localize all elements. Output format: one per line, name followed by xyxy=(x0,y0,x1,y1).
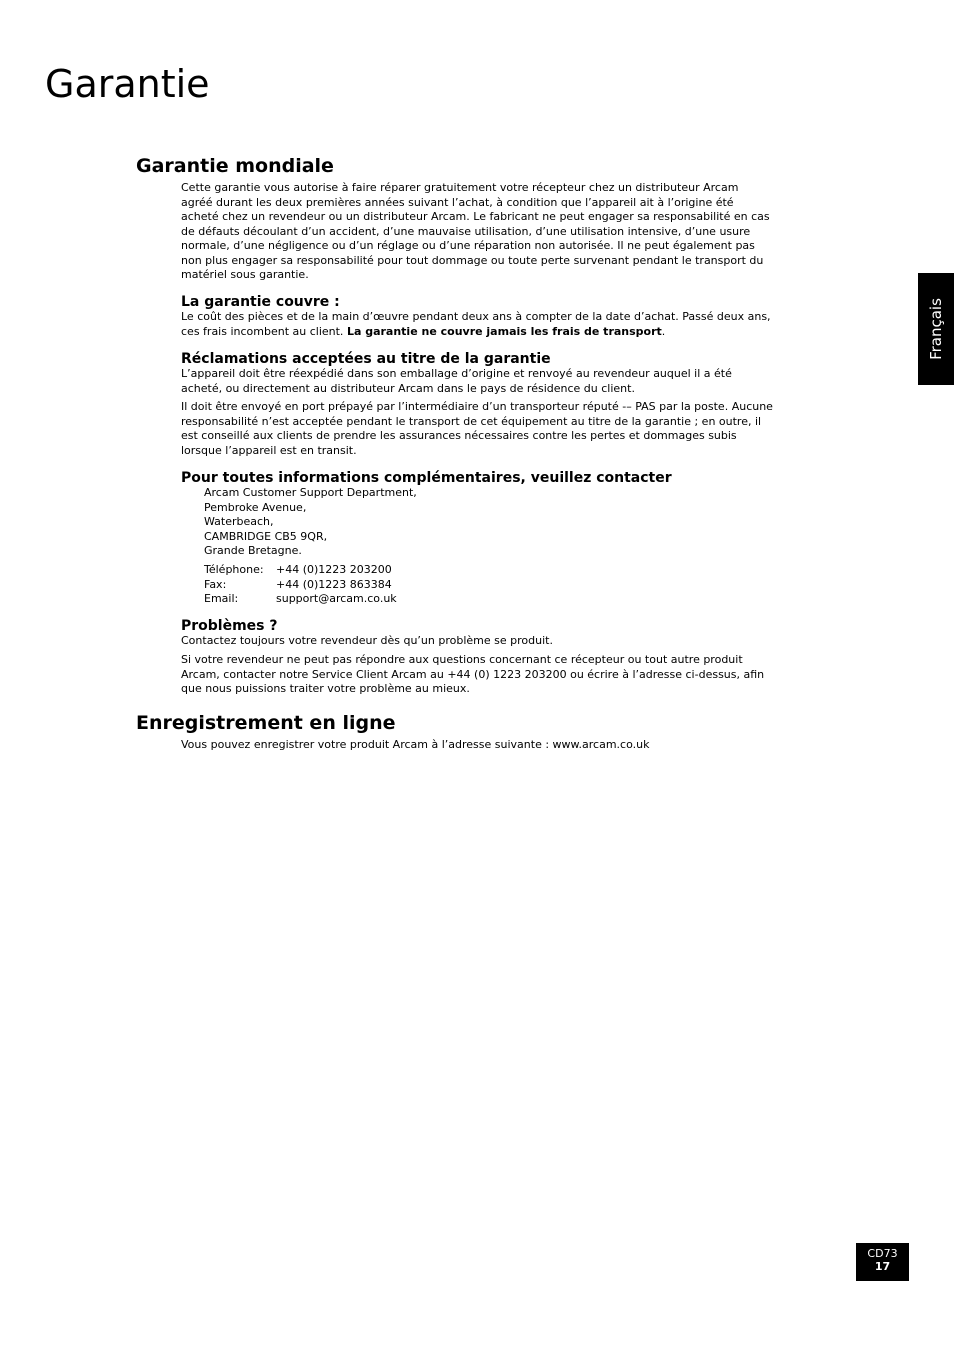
fax-value: +44 (0)1223 863384 xyxy=(276,577,392,591)
address-line: Arcam Customer Support Department, xyxy=(204,486,417,499)
claims-text-1: L’appareil doit être réexpédié dans son emballage d’origine et renvoyé au revendeur auquel il a été acheté, ou directement au distributeur Arcam dans le pays de résidence du client. xyxy=(181,367,732,395)
phone-row xyxy=(204,563,397,578)
address-line: Grande Bretagne. xyxy=(204,544,302,557)
coverage-text xyxy=(181,310,773,339)
problems-heading: Problèmes ? xyxy=(181,618,278,634)
problems-text-2: Si votre revendeur ne peut pas répondre aux questions concernant ce récepteur ou tout autre produit Arcam, contacter notre Service Client Arcam au +44 (0) 1223 203200 ou écrire à l’adresse ci-dessus, afin que nous puissions traiter votre problème au mieux. xyxy=(181,653,765,695)
coverage-heading: La garantie couvre : xyxy=(181,294,340,310)
page-number: 17 xyxy=(874,1260,891,1273)
email-value: support@arcam.co.uk xyxy=(276,592,397,606)
contact-address xyxy=(204,486,417,559)
phone-value: +44 (0)1223 203200 xyxy=(276,563,392,576)
phone-label: Téléphone: xyxy=(204,563,264,576)
language-tab-label: Français xyxy=(927,298,945,360)
contact-heading: Pour toutes informations complémentaires, veuillez contacter xyxy=(181,470,672,486)
page-title: Garantie xyxy=(45,62,210,106)
coverage-end: . xyxy=(661,324,666,338)
address-line: CAMBRIDGE CB5 9QR, xyxy=(204,529,328,543)
fax-label: Fax: xyxy=(204,577,227,591)
coverage-exclusion: La garantie ne couvre jamais les frais de transport xyxy=(346,324,662,338)
world-warranty-text: Cette garantie vous autorise à faire réparer gratuitement votre récepteur chez un distributeur Arcam agréé durant les deux premières années suivant l’achat, à condition que l’appareil ait à l’origine été acheté chez un revendeur ou un distributeur Arcam. Le fabricant ne peut engager sa responsabilité en cas de défauts découlant d’un accident, d’une mauvaise utilisation, d’une utilisation intensive, d’une usure normale, d’une négligence ou d’un réglage ou d’une réparation non autorisée. Il ne peut également pas non plus engager sa responsabilité pour tout dommage ou toute perte survenant pendant le transport du matériel sous garantie. xyxy=(181,181,770,281)
claims-text-2: Il doit être envoyé en port prépayé par l’intermédiaire d’un transporteur réputé -– PAS par la poste. Aucune responsabilité n’est acceptée pendant le transport de cet équipement au titre de la garantie ; en outre, il est conseillé aux clients de prendre les assurances nécessaires contre les pertes et dommages subis lorsque l’appareil est en transit. xyxy=(181,400,773,457)
language-tab xyxy=(918,273,954,385)
address-line: Waterbeach, xyxy=(204,515,274,528)
registration-text: Vous pouvez enregistrer votre produit Arcam à l’adresse suivante : www.arcam.co.uk xyxy=(181,738,650,751)
contact-details xyxy=(204,563,397,607)
page-number-box xyxy=(856,1243,909,1281)
claims-heading: Réclamations acceptées au titre de la garantie xyxy=(181,351,551,367)
model-name: CD73 xyxy=(867,1247,898,1260)
coverage-body: Le coût des pièces et de la main d’œuvre pendant deux ans à compter de la date d’achat. Passé deux ans, ces frais incombent au client. xyxy=(181,310,771,338)
fax-row xyxy=(204,578,397,593)
address-line: Pembroke Avenue, xyxy=(204,500,307,514)
email-label: Email: xyxy=(204,592,239,606)
registration-heading: Enregistrement en ligne xyxy=(136,712,396,734)
email-row xyxy=(204,592,397,607)
problems-text-1: Contactez toujours votre revendeur dès qu’un problème se produit. xyxy=(181,634,553,647)
world-warranty-heading: Garantie mondiale xyxy=(136,155,334,177)
